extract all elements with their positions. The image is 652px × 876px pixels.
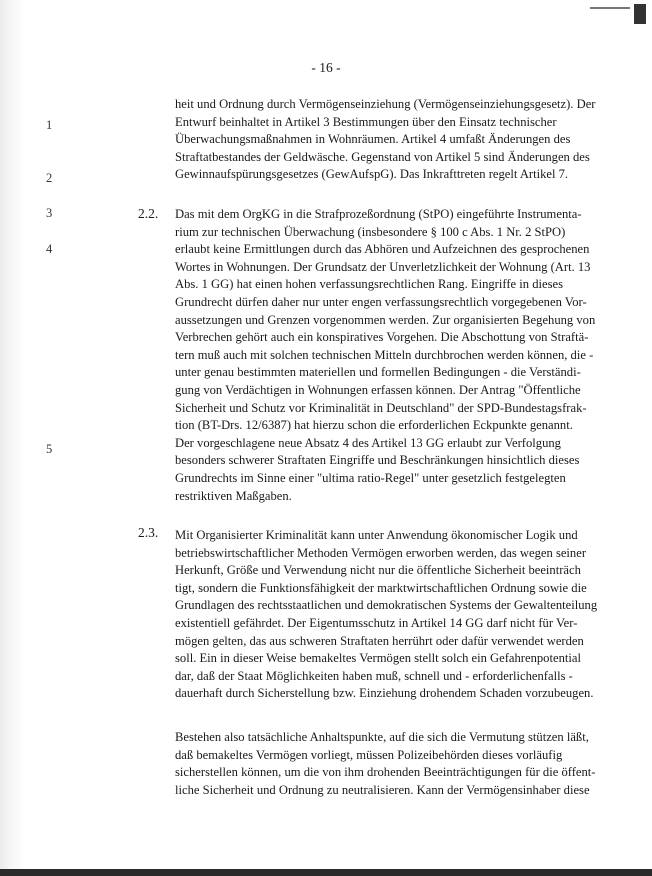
text-line: Sicherheit und Schutz vor Kriminalität in Deutschland" der SPD-Bundestagsfrak- bbox=[175, 400, 587, 415]
text-line: Bestehen also tatsächliche Anhaltspunkte, auf die sich die Vermutung stützen läßt, bbox=[175, 730, 589, 744]
text-line: existentiell gefährdet. Der Eigentumsschutz in Artikel 14 GG darf nicht für Ver- bbox=[175, 615, 578, 630]
text-line: Herkunft, Größe und Verwendung nicht nur die öffentliche Sicherheit beeinträch bbox=[175, 563, 581, 578]
text-line: sicherstellen können, um die von ihm drohenden Beeinträchtigungen für die öffent- bbox=[175, 765, 596, 780]
margin-number: 2 bbox=[46, 171, 53, 185]
margin-number: 4 bbox=[46, 242, 53, 256]
paragraph-section-2-3 bbox=[175, 527, 598, 703]
section-number: 2.3. bbox=[138, 525, 159, 540]
text-line: Straftatbestandes der Geldwäsche. Gegenstand von Artikel 5 sind Änderungen des bbox=[175, 149, 590, 164]
text-line: rium zur technischen Überwachung (insbesondere § 100 c Abs. 1 Nr. 2 StPO) bbox=[175, 224, 566, 239]
text-line: Verbrechen gehört auch ein konspiratives Vorgehen. Die Abschottung von Straftä- bbox=[175, 330, 589, 345]
paragraph-section-2-2 bbox=[175, 206, 595, 505]
text-line: Gewinnaufspürungsgesetzes (GewAufspG). Das Inkrafttreten regelt Artikel 7. bbox=[175, 167, 569, 182]
margin-number: 1 bbox=[46, 118, 53, 132]
section-number: 2.2. bbox=[138, 206, 159, 221]
text-line: betriebswirtschaftlicher Methoden Vermögen erworben werden, das wegen seiner bbox=[175, 545, 587, 560]
text-line: restriktiven Maßgaben. bbox=[175, 488, 292, 503]
text-line: soll. Ein in dieser Weise bemakeltes Vermögen stellt solch ein Gefahrenpotential bbox=[175, 651, 581, 666]
scan-artifact-line bbox=[590, 7, 630, 9]
text-line: liche Sicherheit und Ordnung zu neutralisieren. Kann der Vermögensinhaber diese bbox=[175, 782, 590, 797]
scan-shadow-left bbox=[0, 0, 26, 876]
text-line: unter genau bestimmten materiellen und formellen Bedingungen - die Verständi- bbox=[175, 365, 581, 380]
text-line: tern muß auch mit solchen technischen Mitteln durchbrochen werden können, die - bbox=[175, 347, 594, 362]
text-line: Das mit dem OrgKG in die Strafprozeßordnung (StPO) eingeführte Instrumenta- bbox=[175, 207, 582, 221]
text-line: tion (BT-Drs. 12/6387) hat hierzu schon die erforderlichen Eckpunkte genannt. bbox=[175, 418, 573, 433]
text-line: Überwachungsmaßnahmen in Wohnräumen. Artikel 4 umfaßt Änderungen des bbox=[175, 132, 571, 147]
text-line: Mit Organisierter Kriminalität kann unter Anwendung ökonomischer Logik und bbox=[175, 528, 578, 542]
paragraph-continuation bbox=[175, 96, 595, 184]
scan-artifact-mark bbox=[634, 4, 646, 24]
text-line: Grundrechts im Sinne einer "ultima ratio-Regel" unter gesetzlich festgelegten bbox=[175, 470, 566, 485]
text-line: Wortes in Wohnungen. Der Grundsatz der Unverletzlichkeit der Wohnung (Art. 13 bbox=[175, 259, 591, 274]
text-line: gung von Verdächtigen in Wohnungen erfassen können. Der Antrag "Öffentliche bbox=[175, 382, 581, 397]
paragraph-followup bbox=[175, 729, 595, 799]
margin-number: 3 bbox=[46, 206, 53, 220]
text-line: heit und Ordnung durch Vermögenseinziehung (Vermögenseinziehungsgesetz). Der bbox=[175, 97, 596, 111]
text-line: dar, daß der Staat Möglichkeiten haben muß, schnell und - erforderlichenfalls - bbox=[175, 668, 573, 683]
text-line: erlaubt keine Ermittlungen durch das Abhören und Aufzeichnen des gesprochenen bbox=[175, 242, 590, 257]
text-line: besonders schwerer Straftaten Eingriffe und Beschränkungen hinsichtlich dieses bbox=[175, 453, 580, 468]
text-line: tigt, sondern die Funktionsfähigkeit der marktwirtschaftlichen Ordnung sowie die bbox=[175, 580, 587, 595]
text-line: Abs. 1 GG) hat einen hohen verfassungsrechtlichen Rang. Eingriffe in dieses bbox=[175, 277, 563, 292]
text-line: Grundlagen des rechtsstaatlichen und demokratischen Systems der Gewaltenteilung bbox=[175, 598, 598, 613]
scan-edge-bottom bbox=[0, 869, 652, 876]
text-line: Der vorgeschlagene neue Absatz 4 des Artikel 13 GG erlaubt zur Verfolgung bbox=[175, 435, 561, 450]
page-number: - 16 - bbox=[311, 60, 341, 75]
text-line: mögen gelten, das aus schweren Straftaten herrührt oder dafür verwendet werden bbox=[175, 633, 584, 648]
margin-number: 5 bbox=[46, 442, 53, 456]
text-line: Grundrecht dürfen daher nur unter engen verfassungsrechtlich vorgegebenen Vor- bbox=[175, 294, 587, 309]
text-line: aussetzungen und Grenzen vorgenommen werden. Zur organisierten Begehung von bbox=[175, 312, 596, 327]
text-line: dauerhaft durch Sicherstellung bzw. Einziehung drohendem Schaden vorzubeugen. bbox=[175, 686, 594, 701]
text-line: Entwurf beinhaltet in Artikel 3 Bestimmungen über den Einsatz technischer bbox=[175, 114, 557, 129]
text-line: daß bemakeltes Vermögen vorliegt, müssen Polizeibehörden dieses vorläufig bbox=[175, 747, 563, 762]
